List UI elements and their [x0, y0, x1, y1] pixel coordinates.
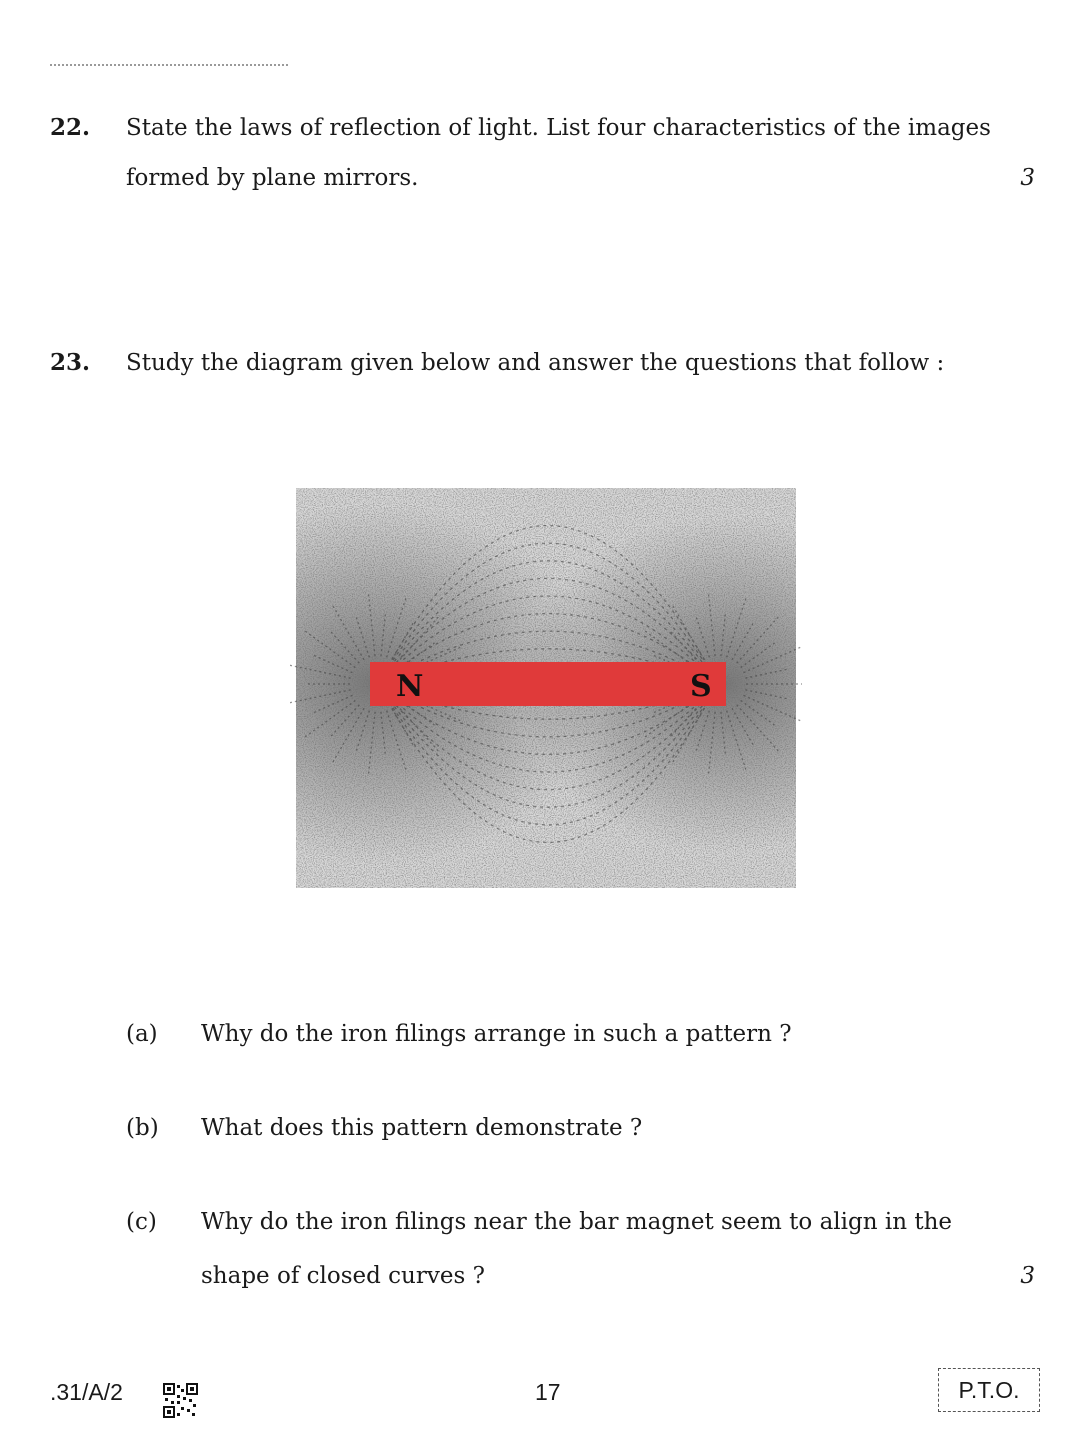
- part-b-text: What does this pattern demonstrate ?: [201, 1115, 643, 1141]
- question-23-number: 23.: [50, 349, 91, 376]
- question-22-text: [126, 103, 1006, 203]
- question-22-line-2: formed by plane mirrors.: [126, 165, 419, 191]
- page-number: 17: [535, 1379, 561, 1405]
- question-22-marks: 3: [1020, 165, 1035, 191]
- part-c-line-1: Why do the iron filings near the bar magnet seem to align in the: [201, 1209, 952, 1235]
- pto-label: P.T.O.: [958, 1376, 1020, 1403]
- part-c-label: (c): [126, 1209, 157, 1235]
- south-pole-label: S: [690, 669, 712, 704]
- question-23-marks: 3: [1020, 1263, 1035, 1289]
- header-dotted-rule: [50, 64, 288, 66]
- part-a-label: (a): [126, 1021, 158, 1047]
- pto-box: [938, 1368, 1040, 1412]
- part-c-line-2: shape of closed curves ?: [201, 1263, 485, 1289]
- north-pole-label: N: [396, 669, 424, 704]
- question-23-intro: Study the diagram given below and answer the questions that follow :: [126, 350, 945, 376]
- question-22-line-1: State the laws of reflection of light. List four characteristics of the images: [126, 115, 991, 141]
- part-a-text: Why do the iron filings arrange in such a pattern ?: [201, 1021, 792, 1047]
- question-22-number: 22.: [50, 114, 91, 141]
- paper-code: .31/A/2: [50, 1379, 123, 1405]
- qr-code-icon: [163, 1383, 198, 1418]
- bar-magnet-iron-filings-figure: [290, 482, 802, 894]
- part-b-label: (b): [126, 1115, 159, 1141]
